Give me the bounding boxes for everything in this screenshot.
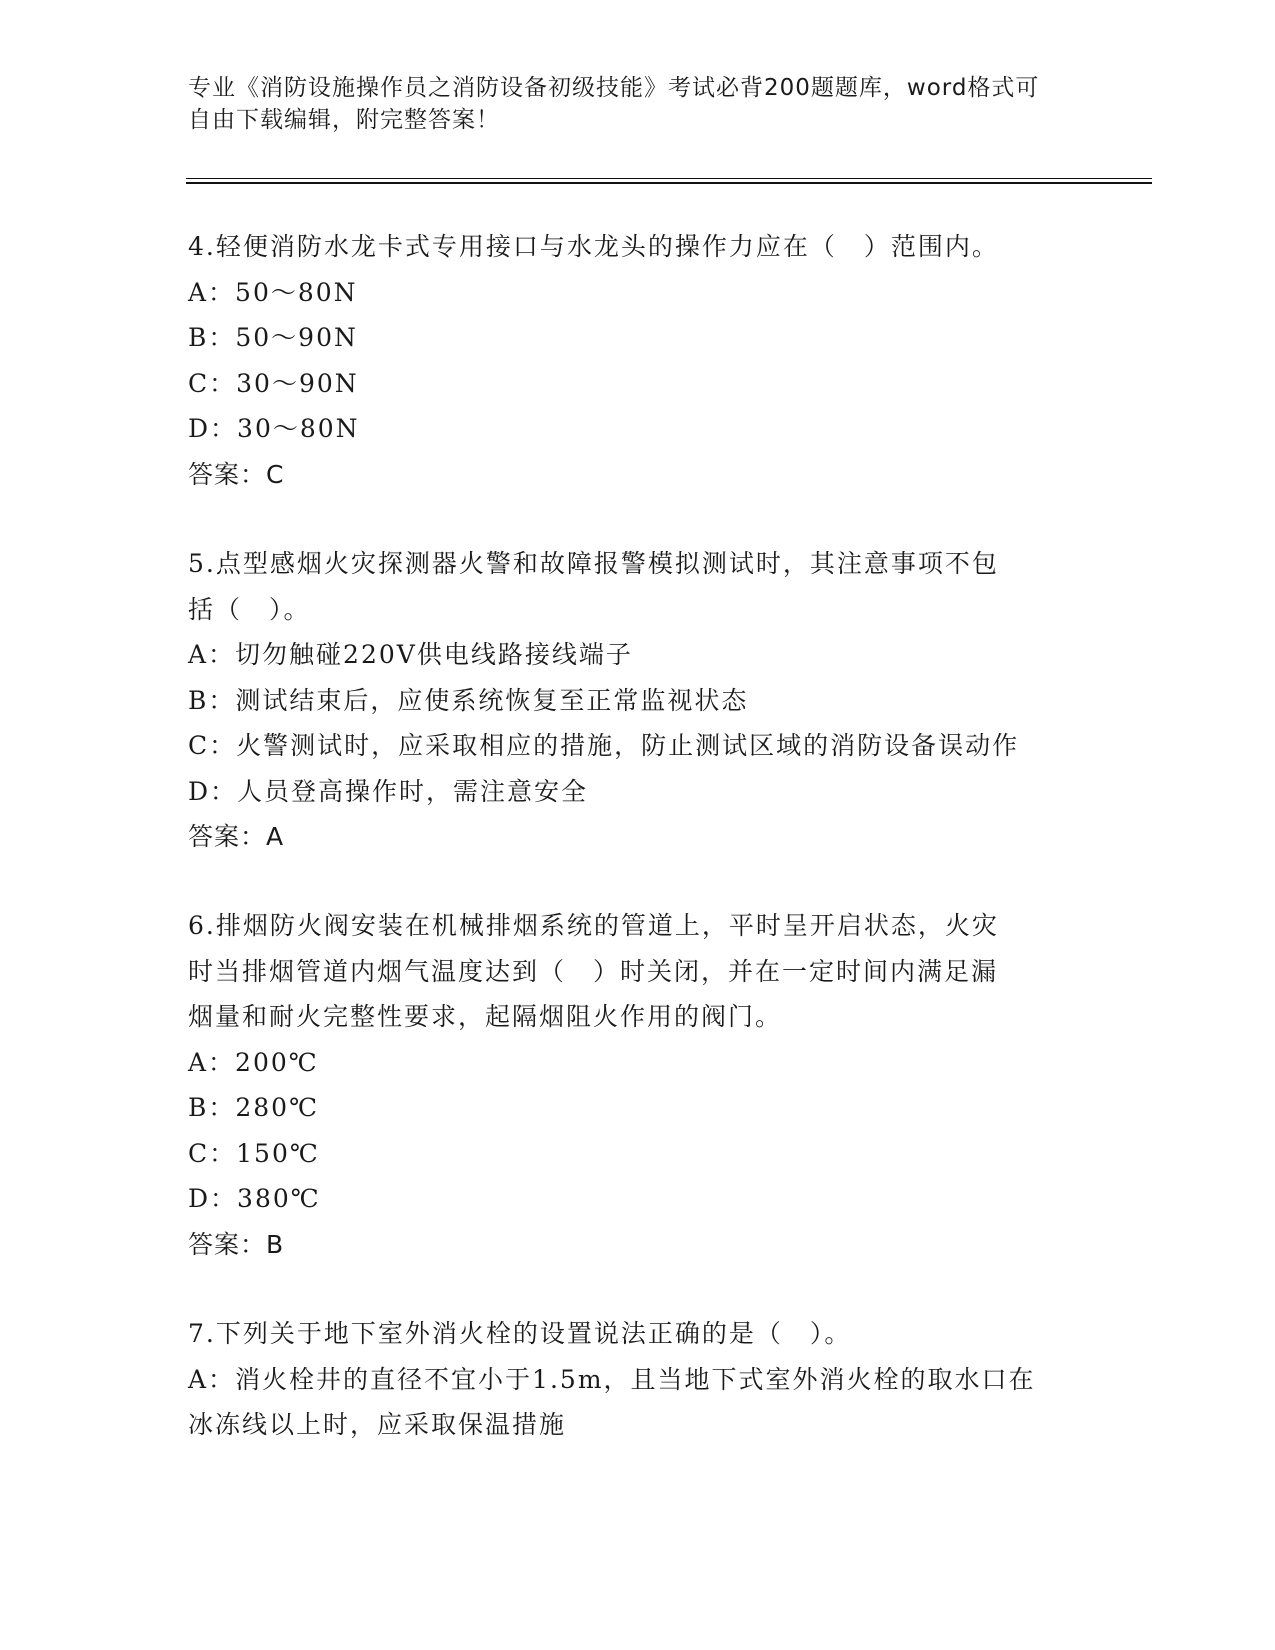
- question-4: [188, 224, 1088, 497]
- option-a: A：50～80N: [188, 277, 358, 307]
- option-a: A：200℃: [188, 1047, 319, 1077]
- option-c: C：火警测试时，应采取相应的措施，防止测试区域的消防设备误动作: [188, 731, 1020, 760]
- question-stem: 时当排烟管道内烟气温度达到（ ）时关闭，并在一定时间内满足漏: [188, 956, 999, 986]
- option-d: D：人员登高操作时，需注意安全: [188, 776, 589, 806]
- option-c: C：30～90N: [188, 368, 359, 398]
- option-b: B：测试结束后，应使系统恢复至正常监视状态: [188, 685, 749, 715]
- question-stem: 6.排烟防火阀安装在机械排烟系统的管道上，平时呈开启状态，火灾: [188, 911, 999, 940]
- question-7: [188, 1311, 1088, 1448]
- question-stem: 7.下列关于地下室外消火栓的设置说法正确的是（ ）。: [188, 1319, 852, 1348]
- option-c: C：150℃: [188, 1138, 320, 1168]
- option-b: B：280℃: [188, 1093, 320, 1122]
- header-divider-bottom: [186, 182, 1152, 184]
- option-a: A：切勿触碰220V供电线路接线端子: [188, 640, 633, 669]
- question-6: [188, 903, 1088, 1267]
- question-stem: 4.轻便消防水龙卡式专用接口与水龙头的操作力应在（ ）范围内。: [188, 232, 999, 261]
- question-stem: 5.点型感烟火灾探测器火警和故障报警模拟测试时，其注意事项不包: [188, 549, 999, 578]
- document-header: [188, 72, 1088, 136]
- option-a-continued: 冰冻线以上时，应采取保温措施: [188, 1410, 567, 1439]
- header-line: 自由下载编辑，附完整答案！: [188, 107, 500, 133]
- option-a: A：消火栓井的直径不宜小于1.5m，且当地下式室外消火栓的取水口在: [188, 1364, 1036, 1394]
- option-d: D：30～80N: [188, 414, 360, 443]
- answer-line: 答案：A: [188, 822, 285, 851]
- option-d: D：380℃: [188, 1184, 321, 1213]
- question-5: [188, 541, 1088, 860]
- header-divider-top: [186, 178, 1152, 179]
- option-b: B：50～90N: [188, 323, 358, 352]
- answer-line: 答案：C: [188, 459, 285, 489]
- header-line: 专业《消防设施操作员之消防设备初级技能》考试必背200题题库，word格式可: [188, 75, 1040, 101]
- question-stem: 括（ ）。: [188, 594, 311, 624]
- answer-line: 答案：B: [188, 1229, 285, 1259]
- question-stem: 烟量和耐火完整性要求，起隔烟阻火作用的阀门。: [188, 1002, 783, 1031]
